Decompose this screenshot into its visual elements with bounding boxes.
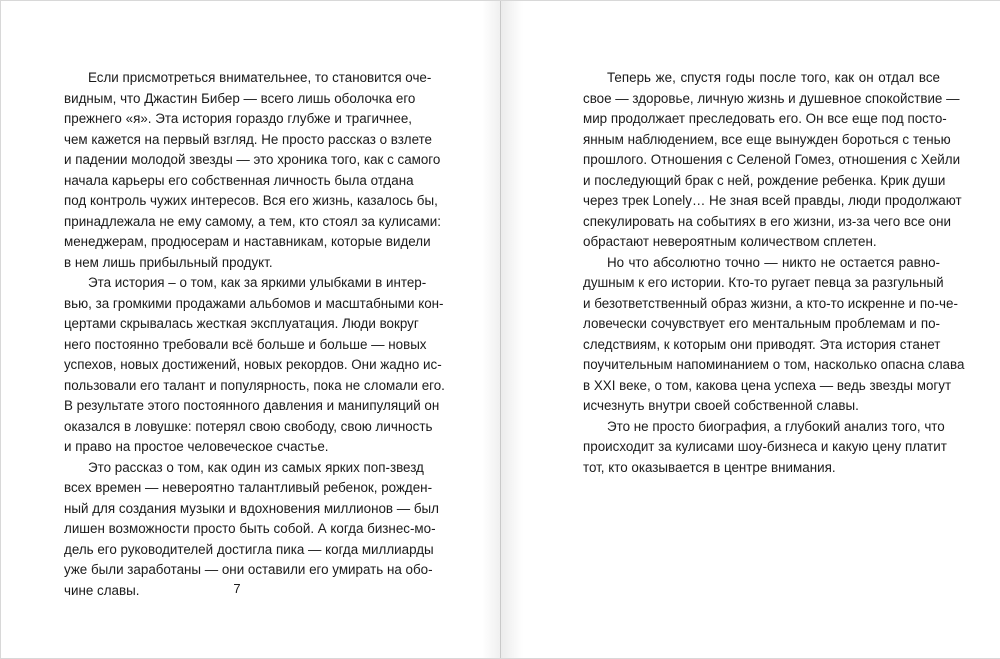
left-page-text (64, 68, 445, 601)
text-line: всех времен — невероятно талантливый ребенок, рожден- (64, 480, 433, 495)
text-line: него постоянно требовали всё больше и больше — новых (64, 336, 427, 352)
paragraph (64, 458, 439, 602)
text-line: начала карьеры его собственная личность была отдана (64, 172, 414, 188)
text-line: следствиям, к которым они приводят. Эта история станет (583, 336, 941, 352)
paragraph (64, 273, 445, 458)
text-line: обрастают невероятным количеством сплетен. (583, 234, 877, 249)
text-line: дель его руководителей достигла пика — когда миллиарды (64, 541, 434, 557)
gutter-shadow (501, 1, 523, 658)
left-page (1, 1, 500, 658)
text-line: в XXI веке, о том, какова цена успеха — ведь звезды могут (583, 377, 952, 393)
text-line: Это не просто биография, а глубокий анализ того, что (607, 418, 945, 434)
paragraph (583, 253, 965, 417)
text-line: цертами скрывалась жесткая эксплуатация. Люди вокруг (64, 316, 419, 331)
text-line: пользовали его талант и популярность, пока не сломали его. (64, 377, 445, 393)
text-line: видным, что Джастин Бибер — всего лишь оболочка его (64, 90, 416, 106)
gutter-shadow (482, 1, 500, 658)
paragraph (64, 68, 441, 273)
text-line: менеджерам, продюсерам и наставникам, которые видели (64, 234, 431, 249)
text-line: ловечески сочувствует его ментальным проблемам и по- (583, 316, 940, 331)
text-line: и безответственный образ жизни, а кто-то искренне и по-че- (583, 295, 958, 311)
text-line: Эта история – о том, как за яркими улыбками в интер- (88, 275, 427, 290)
text-line: свое — здоровье, личную жизнь и душевное спокойствие — (583, 90, 960, 106)
text-line: прежнего «я». Эта история гораздо глубже и трагичнее, (64, 111, 412, 126)
text-line: чем кажется на первый взгляд. Не просто рассказ о взлете (64, 131, 433, 147)
paragraph (583, 417, 947, 479)
text-line: и последующий брак с ней, рождение ребенка. Крик души (583, 172, 946, 188)
text-line: оказался в ловушке: потерял свою свободу, свою личность (64, 418, 433, 434)
right-page-text (583, 68, 965, 478)
text-line: в нем лишь прибыльный продукт. (64, 254, 273, 270)
text-line: вью, за громкими продажами альбомов и масштабными кон- (64, 295, 444, 311)
text-line: душным к его истории. Кто-то ругает певца за разгульный (583, 275, 944, 290)
right-page (501, 1, 1000, 658)
text-line: Теперь же, спустя годы после того, как он отдал все (607, 70, 940, 85)
text-line: прошлого. Отношения с Селеной Гомез, отношения с Хейли (583, 152, 961, 167)
paragraph (583, 68, 962, 253)
text-line: ный для создания музыки и вдохновения миллионов — был (64, 500, 439, 516)
text-line: Это рассказ о том, как один из самых ярких поп-звезд (88, 459, 424, 475)
text-line: В результате этого постоянного давления и манипуляций он (64, 398, 440, 413)
text-line: мир продолжает преследовать его. Он все еще под посто- (583, 111, 947, 126)
text-line: и падении молодой звезды — это хроника того, как с самого (64, 152, 441, 167)
text-line: уже были заработаны — они оставили его умирать на обо- (64, 562, 433, 577)
text-line: через трек Lonely… Не зная всей правды, люди продолжают (583, 193, 962, 208)
text-line: чине славы. (64, 582, 140, 598)
text-line: исчезнуть внутри своей собственной славы. (583, 398, 859, 413)
text-line: лишен возможности просто быть собой. А когда бизнес-мо- (64, 521, 436, 536)
text-line: Но что абсолютно точно — никто не остается равно- (607, 254, 940, 270)
page-number: 7 (233, 581, 241, 596)
text-line: принадлежала не ему самому, а тем, кто стоял за кулисами: (64, 213, 441, 229)
text-line: и право на простое человеческое счастье. (64, 439, 329, 454)
text-line: успехов, новых достижений, новых рекордов. Они жадно ис- (64, 357, 442, 372)
text-line: тот, кто оказывается в центре внимания. (583, 459, 836, 475)
text-line: происходит за кулисами шоу-бизнеса и какую цену платит (583, 439, 947, 454)
text-line: под контроль чужих интересов. Вся его жизнь, казалось бы, (64, 193, 438, 208)
text-line: янным наблюдением, все еще вынужден бороться с тенью (583, 131, 951, 147)
text-line: поучительным напоминанием о том, насколько опасна слава (583, 357, 965, 372)
text-line: Если присмотреться внимательнее, то становится оче- (88, 70, 432, 85)
text-line: спекулировать на событиях в его жизни, из-за чего все они (583, 213, 952, 229)
